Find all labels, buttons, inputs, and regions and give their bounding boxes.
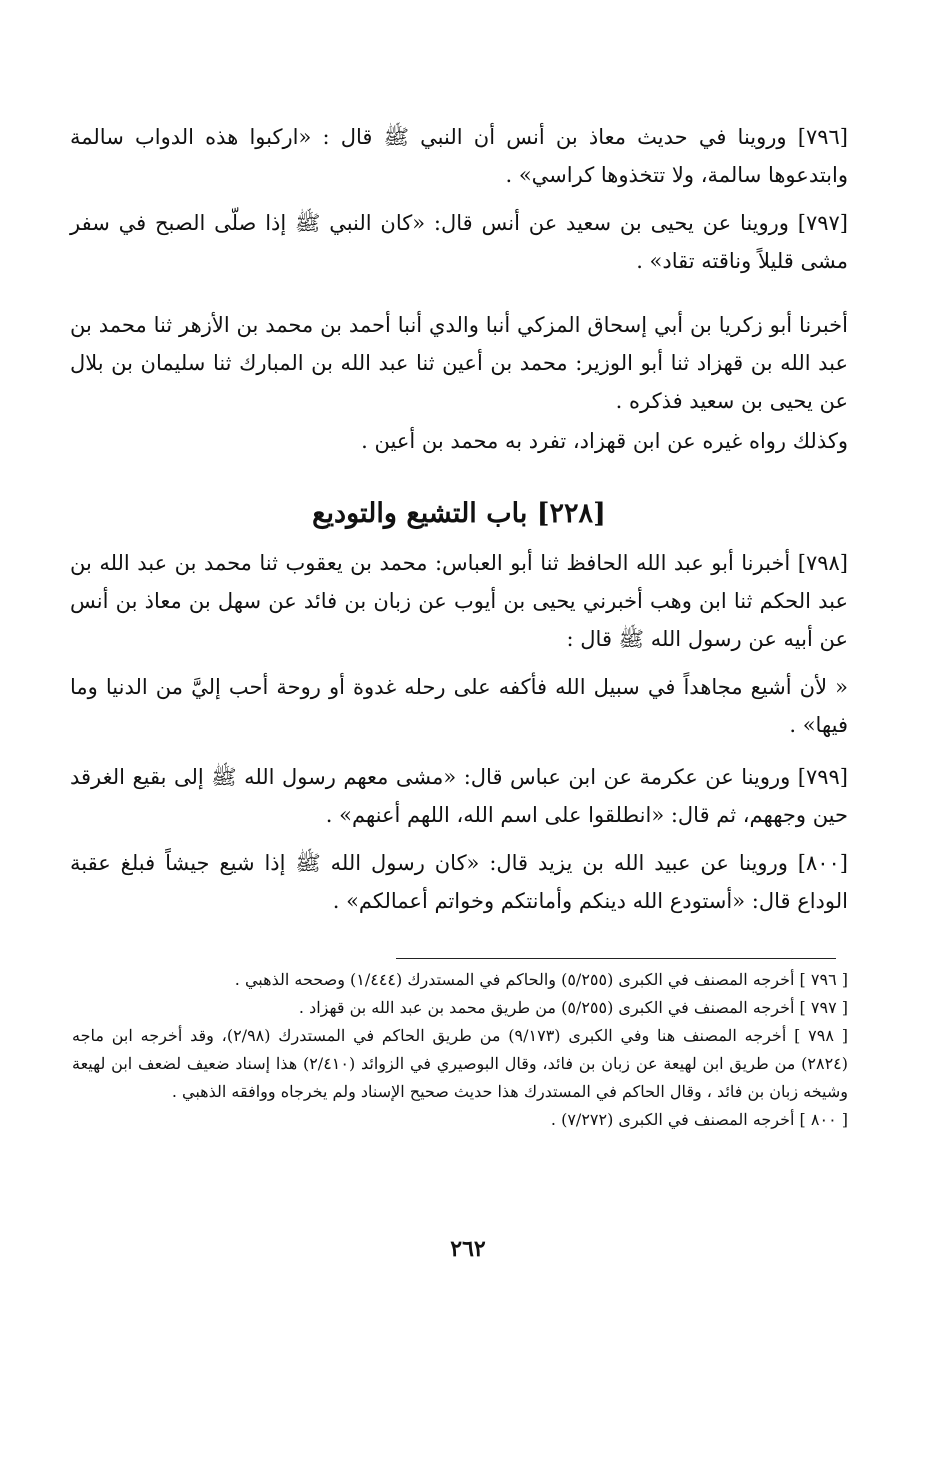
hadith-798: [٧٩٨] أخبرنا أبو عبد الله الحافظ ثنا أبو العباس: محمد بن يعقوب ثنا محمد بن عبد الله بن عبد الحكم ثنا ابن وهب أخبرني يحيى بن أيوب عن زبان بن فائد عن سهل بن معاذ بن أنس عن أبيه عن رسول الله ﷺ قال : — [70, 551, 848, 651]
hadith-796: [٧٩٦] وروينا في حديث معاذ بن أنس أن النبي ﷺ قال : «اركبوا هذه الدواب سالمة وابتدعوها سالمة، ولا تتخذوها كراسي» . — [70, 125, 848, 187]
footnote-797: [ ٧٩٧ ] أخرجه المصنف في الكبرى (٥/٢٥٥) من طريق محمد بن عبد الله بن قهزاد . — [298, 998, 848, 1017]
footnote-divider — [396, 958, 836, 959]
footnotes — [72, 966, 848, 1134]
chapter-heading: [٢٢٨] باب التشيع والتوديع — [312, 498, 606, 529]
hadith-798-text: « لأن أشيع مجاهداً في سبيل الله فأكفه على رحله غدوة أو روحة أحب إليَّ من الدنيا وما فيها» . — [70, 675, 848, 737]
paragraph-gap — [70, 290, 848, 306]
hadith-799: [٧٩٩] وروينا عن عكرمة عن ابن عباس قال: «مشى معهم رسول الله ﷺ إلى بقيع الغرقد حين وجههم، ثم قال: «انطلقوا على اسم الله، اللهم أعنهم» . — [70, 765, 848, 827]
main-text — [70, 118, 848, 930]
hadith-800: [٨٠٠] وروينا عن عبيد الله بن يزيد قال: «كان رسول الله ﷺ إذا شيع جيشاً فبلغ عقبة الوداع قال: «أستودع الله دينكم وأمانتكم وخواتم أعمالكم» . — [70, 851, 848, 913]
hadith-797: [٧٩٧] وروينا عن يحيى بن سعيد عن أنس قال: «كان النبي ﷺ إذا صلّى الصبح في سفر مشى قليلاً وناقته تقاد» . — [70, 211, 848, 273]
footnote-798: [ ٧٩٨ ] أخرجه المصنف هنا وفي الكبرى (٩/١٧٣) من طريق الحاكم في المستدرك (٢/٩٨)، وقد أخرجه ابن ماجه (٢٨٢٤) من طريق ابن لهيعة عن زبان بن فائد، وقال البوصيري في الزوائد (٢/٤١٠) هذا إسناد ضعيف لضعف ابن لهيعة وشيخه زبان بن فائد ، وقال الحاكم في المستدرك هذا حديث صحيح الإسناد ولم يخرجاه ووافقه الذهبي . — [72, 1026, 848, 1101]
isnad-paragraph: أخبرنا أبو زكريا بن أبي إسحاق المزكي أنبا والدي أنبا أحمد بن محمد بن الأزهر ثنا محمد بن عبد الله بن قهزاد ثنا أبو الوزير: محمد بن أعين ثنا عبد الله بن المبارك ثنا سليمان بن بلال عن يحيى بن سعيد فذكره . — [70, 313, 849, 413]
page-number: ٢٦٢ — [450, 1236, 486, 1262]
footnote-796: [ ٧٩٦ ] أخرجه المصنف في الكبرى (٥/٢٥٥) والحاكم في المستدرك (١/٤٤٤) وصححه الذهبي . — [234, 970, 848, 989]
footnote-800: [ ٨٠٠ ] أخرجه المصنف في الكبرى (٧/٢٧٢) . — [550, 1110, 848, 1129]
isnad-note: وكذلك رواه غيره عن ابن قهزاد، تفرد به محمد بن أعين . — [361, 429, 848, 453]
